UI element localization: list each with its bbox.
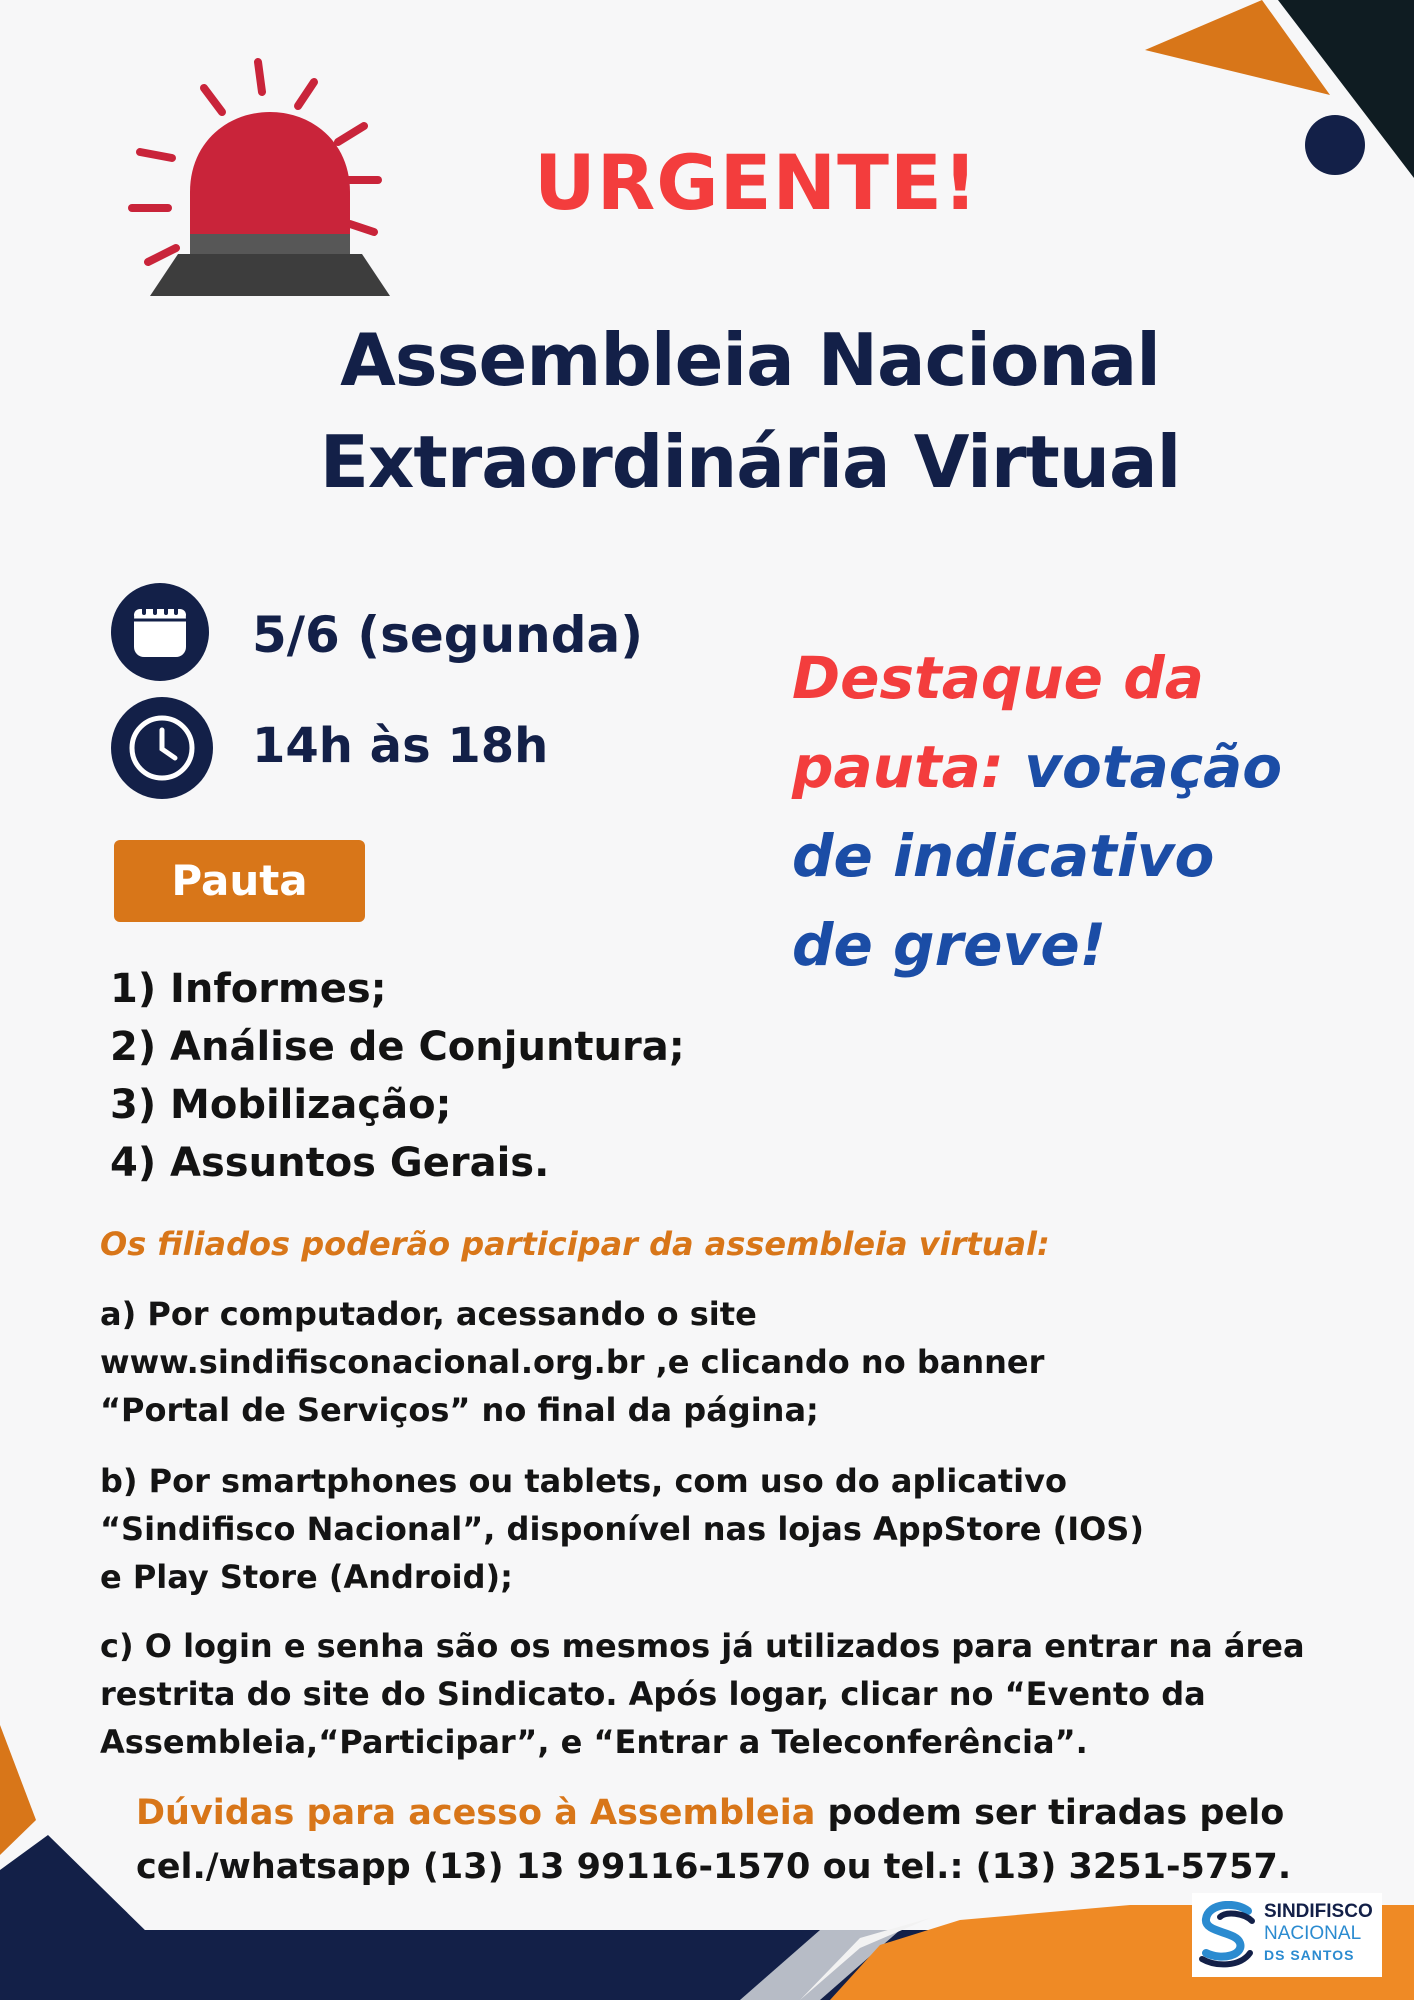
site-url-line: www.sindifisconacional.org.br ,e clicando no banner [100,1343,1045,1381]
left-orange-shard [0,1725,36,1855]
bottom-left-navy-shape [0,1835,150,1935]
title-line-2: Extraordinária Virtual [319,420,1181,504]
agenda-item-2: 2) Análise de Conjuntura; [110,1024,685,1070]
highlight-line-2: pauta: votação [792,733,1283,801]
title-line-1: Assembleia Nacional [340,318,1160,402]
option-c: c) O login e senha são os mesmos já utilizados para entrar na área restrita do site do Sindicato. Após logar, clicar no “Evento da Assembleia,“Participar”, e “Entrar a Teleconferência”. [100,1627,1305,1761]
agenda-highlight [792,634,1312,990]
logo-line-1: SINDIFISCO [1264,1901,1373,1922]
contact-info: Dúvidas para acesso à Assembleia podem ser tiradas pelo cel./whatsapp (13) 13 99116-1570 ou tel.: (13) 3251-5757. [136,1786,1376,1894]
contact-phones: cel./whatsapp (13) 13 99116-1570 ou tel.: (13) 3251-5757. [136,1847,1292,1887]
urgent-heading: URGENTE! [534,138,979,227]
pauta-label: Pauta [114,840,365,922]
agenda-item-3: 3) Mobilização; [110,1082,452,1128]
agenda-item-1: 1) Informes; [110,966,387,1012]
highlight-line-1: Destaque da [792,644,1204,712]
option-b: b) Por smartphones ou tablets, com uso do aplicativo “Sindifisco Nacional”, disponível nas lojas AppStore (IOS) e Play Store (Android); [100,1462,1144,1596]
clock-icon [110,696,214,800]
logo-s-mark-icon [1196,1901,1260,1969]
logo-line-3: DS SANTOS [1264,1947,1355,1963]
option-a: a) Por computador, acessando o site www.sindifisconacional.org.br ,e clicando no banner “Portal de Serviços” no final da página; [100,1290,1360,1434]
sindifisco-logo [1192,1893,1382,1977]
calendar-icon [110,582,210,682]
highlight-line-4: de greve! [792,911,1107,979]
event-date: 5/6 (segunda) [252,606,644,664]
logo-line-2: NACIONAL [1264,1923,1362,1944]
highlight-line-3: de indicativo [792,822,1215,890]
corner-navy-dot [1305,115,1365,175]
agenda-item-4: 4) Assuntos Gerais. [110,1140,550,1186]
event-time: 14h às 18h [252,718,549,774]
participation-heading: Os filiados poderão participar da assembleia virtual: [100,1225,1050,1263]
siren-icon [128,52,428,312]
